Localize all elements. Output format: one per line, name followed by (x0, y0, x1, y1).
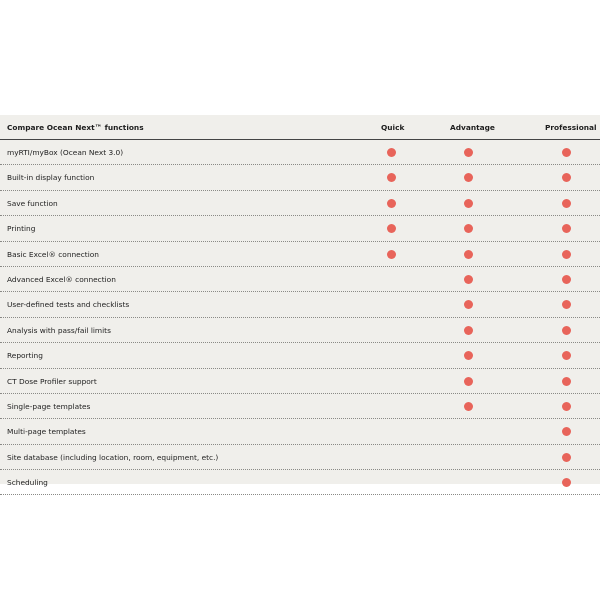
column-header-advantage: Advantage (450, 123, 495, 132)
table-row (0, 470, 600, 495)
included-dot-advantage (464, 377, 473, 386)
table-row (0, 140, 600, 165)
row-label: Advanced Excel® connection (7, 274, 116, 284)
included-dot-professional (562, 250, 571, 259)
row-label: Site database (including location, room, equipment, etc.) (7, 452, 219, 462)
included-dot-professional (562, 300, 571, 309)
table-body (0, 140, 600, 495)
included-dot-professional (562, 402, 571, 411)
table-row (0, 191, 600, 216)
included-dot-advantage (464, 326, 473, 335)
included-dot-advantage (464, 300, 473, 309)
included-dot-professional (562, 453, 571, 462)
table-row (0, 369, 600, 394)
included-dot-professional (562, 478, 571, 487)
included-dot-quick (387, 173, 396, 182)
table-row (0, 242, 600, 267)
row-label: Multi-page templates (7, 427, 86, 437)
included-dot-advantage (464, 250, 473, 259)
table-row (0, 292, 600, 317)
column-header-professional: Professional (545, 123, 597, 132)
row-label: Reporting (7, 351, 43, 361)
row-label: Built-in display function (7, 173, 95, 183)
table-title: Compare Ocean Next™ functions (7, 123, 144, 132)
row-label: Scheduling (7, 478, 48, 488)
included-dot-professional (562, 326, 571, 335)
included-dot-advantage (464, 148, 473, 157)
included-dot-professional (562, 173, 571, 182)
included-dot-professional (562, 275, 571, 284)
table-header (0, 115, 600, 140)
table-row (0, 343, 600, 368)
included-dot-advantage (464, 351, 473, 360)
included-dot-professional (562, 377, 571, 386)
table-row (0, 445, 600, 470)
included-dot-advantage (464, 199, 473, 208)
included-dot-advantage (464, 224, 473, 233)
row-label: Save function (7, 198, 58, 208)
table-row (0, 419, 600, 444)
row-label: Single-page templates (7, 401, 91, 411)
included-dot-advantage (464, 173, 473, 182)
included-dot-advantage (464, 275, 473, 284)
included-dot-professional (562, 427, 571, 436)
table-row (0, 267, 600, 292)
row-label: myRTI/myBox (Ocean Next 3.0) (7, 148, 124, 157)
table-row (0, 318, 600, 343)
included-dot-quick (387, 224, 396, 233)
column-header-quick: Quick (381, 123, 405, 132)
table-row (0, 394, 600, 419)
included-dot-professional (562, 199, 571, 208)
table-row (0, 216, 600, 241)
included-dot-professional (562, 148, 571, 157)
comparison-table (0, 115, 600, 488)
included-dot-quick (387, 199, 396, 208)
row-label: User-defined tests and checklists (7, 300, 130, 310)
included-dot-professional (562, 224, 571, 233)
included-dot-quick (387, 148, 396, 157)
table-row (0, 165, 600, 190)
row-label: Analysis with pass/fail limits (7, 325, 111, 335)
row-label: Printing (7, 224, 36, 234)
included-dot-advantage (464, 402, 473, 411)
included-dot-quick (387, 250, 396, 259)
row-label: Basic Excel® connection (7, 249, 99, 259)
row-label: CT Dose Profiler support (7, 376, 97, 386)
included-dot-professional (562, 351, 571, 360)
